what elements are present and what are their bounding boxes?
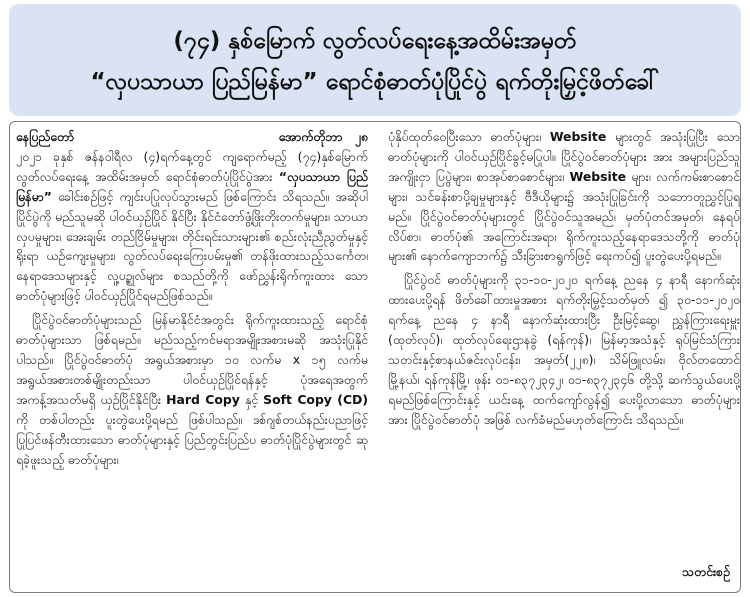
headline-line-2: “လှပသာယာ ပြည်မြန်မာ” ရောင်စုံဓာတ်ပုံပြိုင်ပွဲ ရက်တိုးမြှင့်ဖိတ်ခေါ် xyxy=(90,69,660,95)
website-term: Website xyxy=(549,129,607,144)
paragraph-left-1 xyxy=(16,147,368,306)
paragraph-text: ပုံနှိပ်ထုတ်ဝေပြီးသော ဓာတ်ပုံများ၊ xyxy=(388,129,542,144)
dateline-day: ၂၈ xyxy=(354,129,368,144)
website-term: Website xyxy=(569,168,627,184)
paragraph-right-2: ပြိုင်ပွဲဝင် ဓာတ်ပုံများကို ၃၁-၁၀-၂၀၂၀ ရက်နေ့ ညနေ ၄ နာရီ နောက်ဆုံးထားပေးပို့ရန် ဖိတ်ခေါ်ထားမှုအစား ရက်တိုးမြှင့်သတ်မှတ် ၍ ၃၀-၁၁-၂၀၂၀ ရက်နေ့ ညနေ ၄ နာရီ နောက်ဆုံးထားပြီး ဦးမြင့်ဆွေ၊ ညွှန်ကြားရေးမှူး (ထုတ်လုပ်)၊ ထုတ်လုပ်ရေးဌာနခွဲ (ရန်ကုန်)၊ မြန်မာ့အသံနှင့် ရုပ်မြင်သံကြား သတင်းနှင့်စာနယ်ဇင်းလုပ်ငန်း၊ အမှတ်(၂၂၈)၊ သိမ်ဖြူလမ်း၊ ဗိုလ်တထောင်မြို့နယ်၊ ရန်ကုန်မြို့၊ ဖုန်း ၀၁-၈၃၇၂၃၄၂၊ ၀၁-၈၃၇၂၃၄၆ တို့သို့ ဆက်သွယ်ပေးပို့ရမည်ဖြစ်ကြောင်းနှင့် ယင်းနေ့ ထက်ကျော်လွန်၍ ပေးပို့လာသော ဓာတ်ပုံများအား ပြိုင်ပွဲဝင်ဓာတ်ပုံ အဖြစ် လက်ခံမည်မဟုတ်ကြောင်း သိရသည်။ xyxy=(388,272,740,427)
paragraph-text: ကို တစ်ပါတည်း ပူးတွဲပေးပို့ရမည် ဖြစ်ပါသည်။ ဒစ်ဂျစ်တယ်နည်းပညာဖြင့် ပြုပြင်ဖန်တီးထားသော ဓာတ်ပုံများနှင့် ပြည်တွင်းပြည်ပ ဓာတ်ပုံပြိုင်ပွဲများတွင် ဆုရခဲ့ဖူးသည့် ဓာတ်ပုံများ၊ xyxy=(16,411,368,467)
paragraph-text: ခေါင်းစဉ်ဖြင့် ကျင်းပပြုလုပ်သွားမည် ဖြစ်ကြောင်း သိရသည်။ အဆိုပါပြိုင်ပွဲကို မည်သူမဆို ပါဝင်ယှဉ်ပြိုင် နိုင်ပြီး နိုင်ငံတော်ဖွံ့ဖြိုးတိုးတက်မှုများ၊ သာယာလှပမှုများ၊ အေးချမ်း တည်ငြိမ်မှုများ၊ တိုင်းရင်းသားများ၏ စည်းလုံးညီညွတ်မှုနှင့် ရိုးရာ ယဉ်ကျေးမှုများ၊ လွတ်လပ်ရေးကြေးပမ်းမှု၏ တန်ဖိုးထားသည့်သင်္ကေတ၊ နေရာဒေသများနှင့် လူ့ပဉ္စုလ်များ စသည်တို့ကို ဖော်ညွှန်းရိုက်ကူးထား သော ဓာတ်ပုံများဖြင့် ပါဝင်ယှဉ်ပြိုင်ရမည်ဖြစ်သည်။ xyxy=(16,188,368,304)
dateline-date xyxy=(279,127,368,147)
dateline xyxy=(16,127,368,147)
byline: သတင်းစဉ် xyxy=(682,564,730,579)
left-column xyxy=(16,127,368,469)
paragraph-text: နှင့် xyxy=(244,391,259,407)
paragraph-right-1 xyxy=(388,127,740,266)
dateline-month: အောက်တိုဘာ xyxy=(278,129,343,144)
headline-box xyxy=(9,4,741,116)
paragraph-text: များတွင် အသုံးပြုပြီး သော ဓာတ်ပုံများကို ပါဝင်ယှဉ်ပြိုင်ခွင့်မပြုပါ။ ပြိုင်ပွဲဝင်ဓာတ်ပုံများ အား အများပြည်သူအကျိုးငှာ ပြပွဲများ၊ စာအုပ်စာစောင်များ၊ xyxy=(388,129,740,184)
paragraph-text: ပြိုင်ပွဲဝင်ဓာတ်ပုံများသည် မြန်မာနိုင်ငံအတွင်း ရိုက်ကူးထားသည့် ရောင်စုံဓာတ်ပုံများသာ ဖြစ်ရမည်။ မည်သည့်ကင်မရာအမျိုးအစားမဆို အသုံးပြုနိုင်ပါသည်။ ပြိုင်ပွဲဝင်ဓာတ်ပုံ အရွယ်အစားမှာ ၁၀ လက်မ x ၁၅ လက်မ အရွယ်အစားတစ်မျိုးတည်းသာ ပါဝင်ယှဉ်ပြိုင်ရန်နှင့် ပုံအရေအတွက် အကန့်အသတ်မရှိ ယှဉ်ပြိုင်နိုင်ပြီး xyxy=(16,312,368,407)
contest-title: “လှပသာယာ ပြည်မြန်မာ” xyxy=(16,168,368,204)
right-column xyxy=(388,127,740,430)
hard-copy-term: Hard Copy xyxy=(166,391,240,407)
soft-copy-term: Soft Copy (CD) xyxy=(263,391,368,407)
article-body xyxy=(9,121,741,593)
paragraph-text: များ၊ လက်ကမ်းစာစောင်များ၊ သင်ခန်းစာပို့ချမှုများနှင့် ဗီဒီယိုများ၌ အသုံးပြုခြင်းကို သဘောတူညွှင့်ပြုရမည်။ ပြိုင်ပွဲဝင်ဓာတ်ပုံများတွင် ပြိုင်ပွဲဝင်သူအမည်၊ မှတ်ပုံတင်အမှတ်၊ နေရပ်လိပ်စာ၊ ဓာတ်ပုံ၏ အကြောင်းအရာ၊ ရိုက်ကူးသည့်နေရာဒေသတို့ကို ဓာတ်ပုံများ၏ နောက်ကျောဘက်၌ သီးခြားစာရွက်ဖြင့် ရေးကပ်၍ ပူးတွဲပေးပို့ရမည်။ xyxy=(388,168,740,264)
headline-line-1: (၇၄) နှစ်မြောက် လွတ်လပ်ရေးနေ့အထိမ်းအမှတ် xyxy=(173,28,577,54)
dateline-place: နေပြည်တော် xyxy=(16,129,75,144)
paragraph-text: ၂၀၂၁ ခုနှစ် ဇန်နဝါရီလ (၄)ရက်နေ့တွင် ကျရောက်မည့် (၇၄)နှစ်မြောက် လွတ်လပ်ရေးနေ့ အထိမ်းအမှတ် ရောင်စုံဓာတ်ပုံပြိုင်ပွဲအား xyxy=(16,148,368,184)
paragraph-left-2 xyxy=(16,310,368,469)
